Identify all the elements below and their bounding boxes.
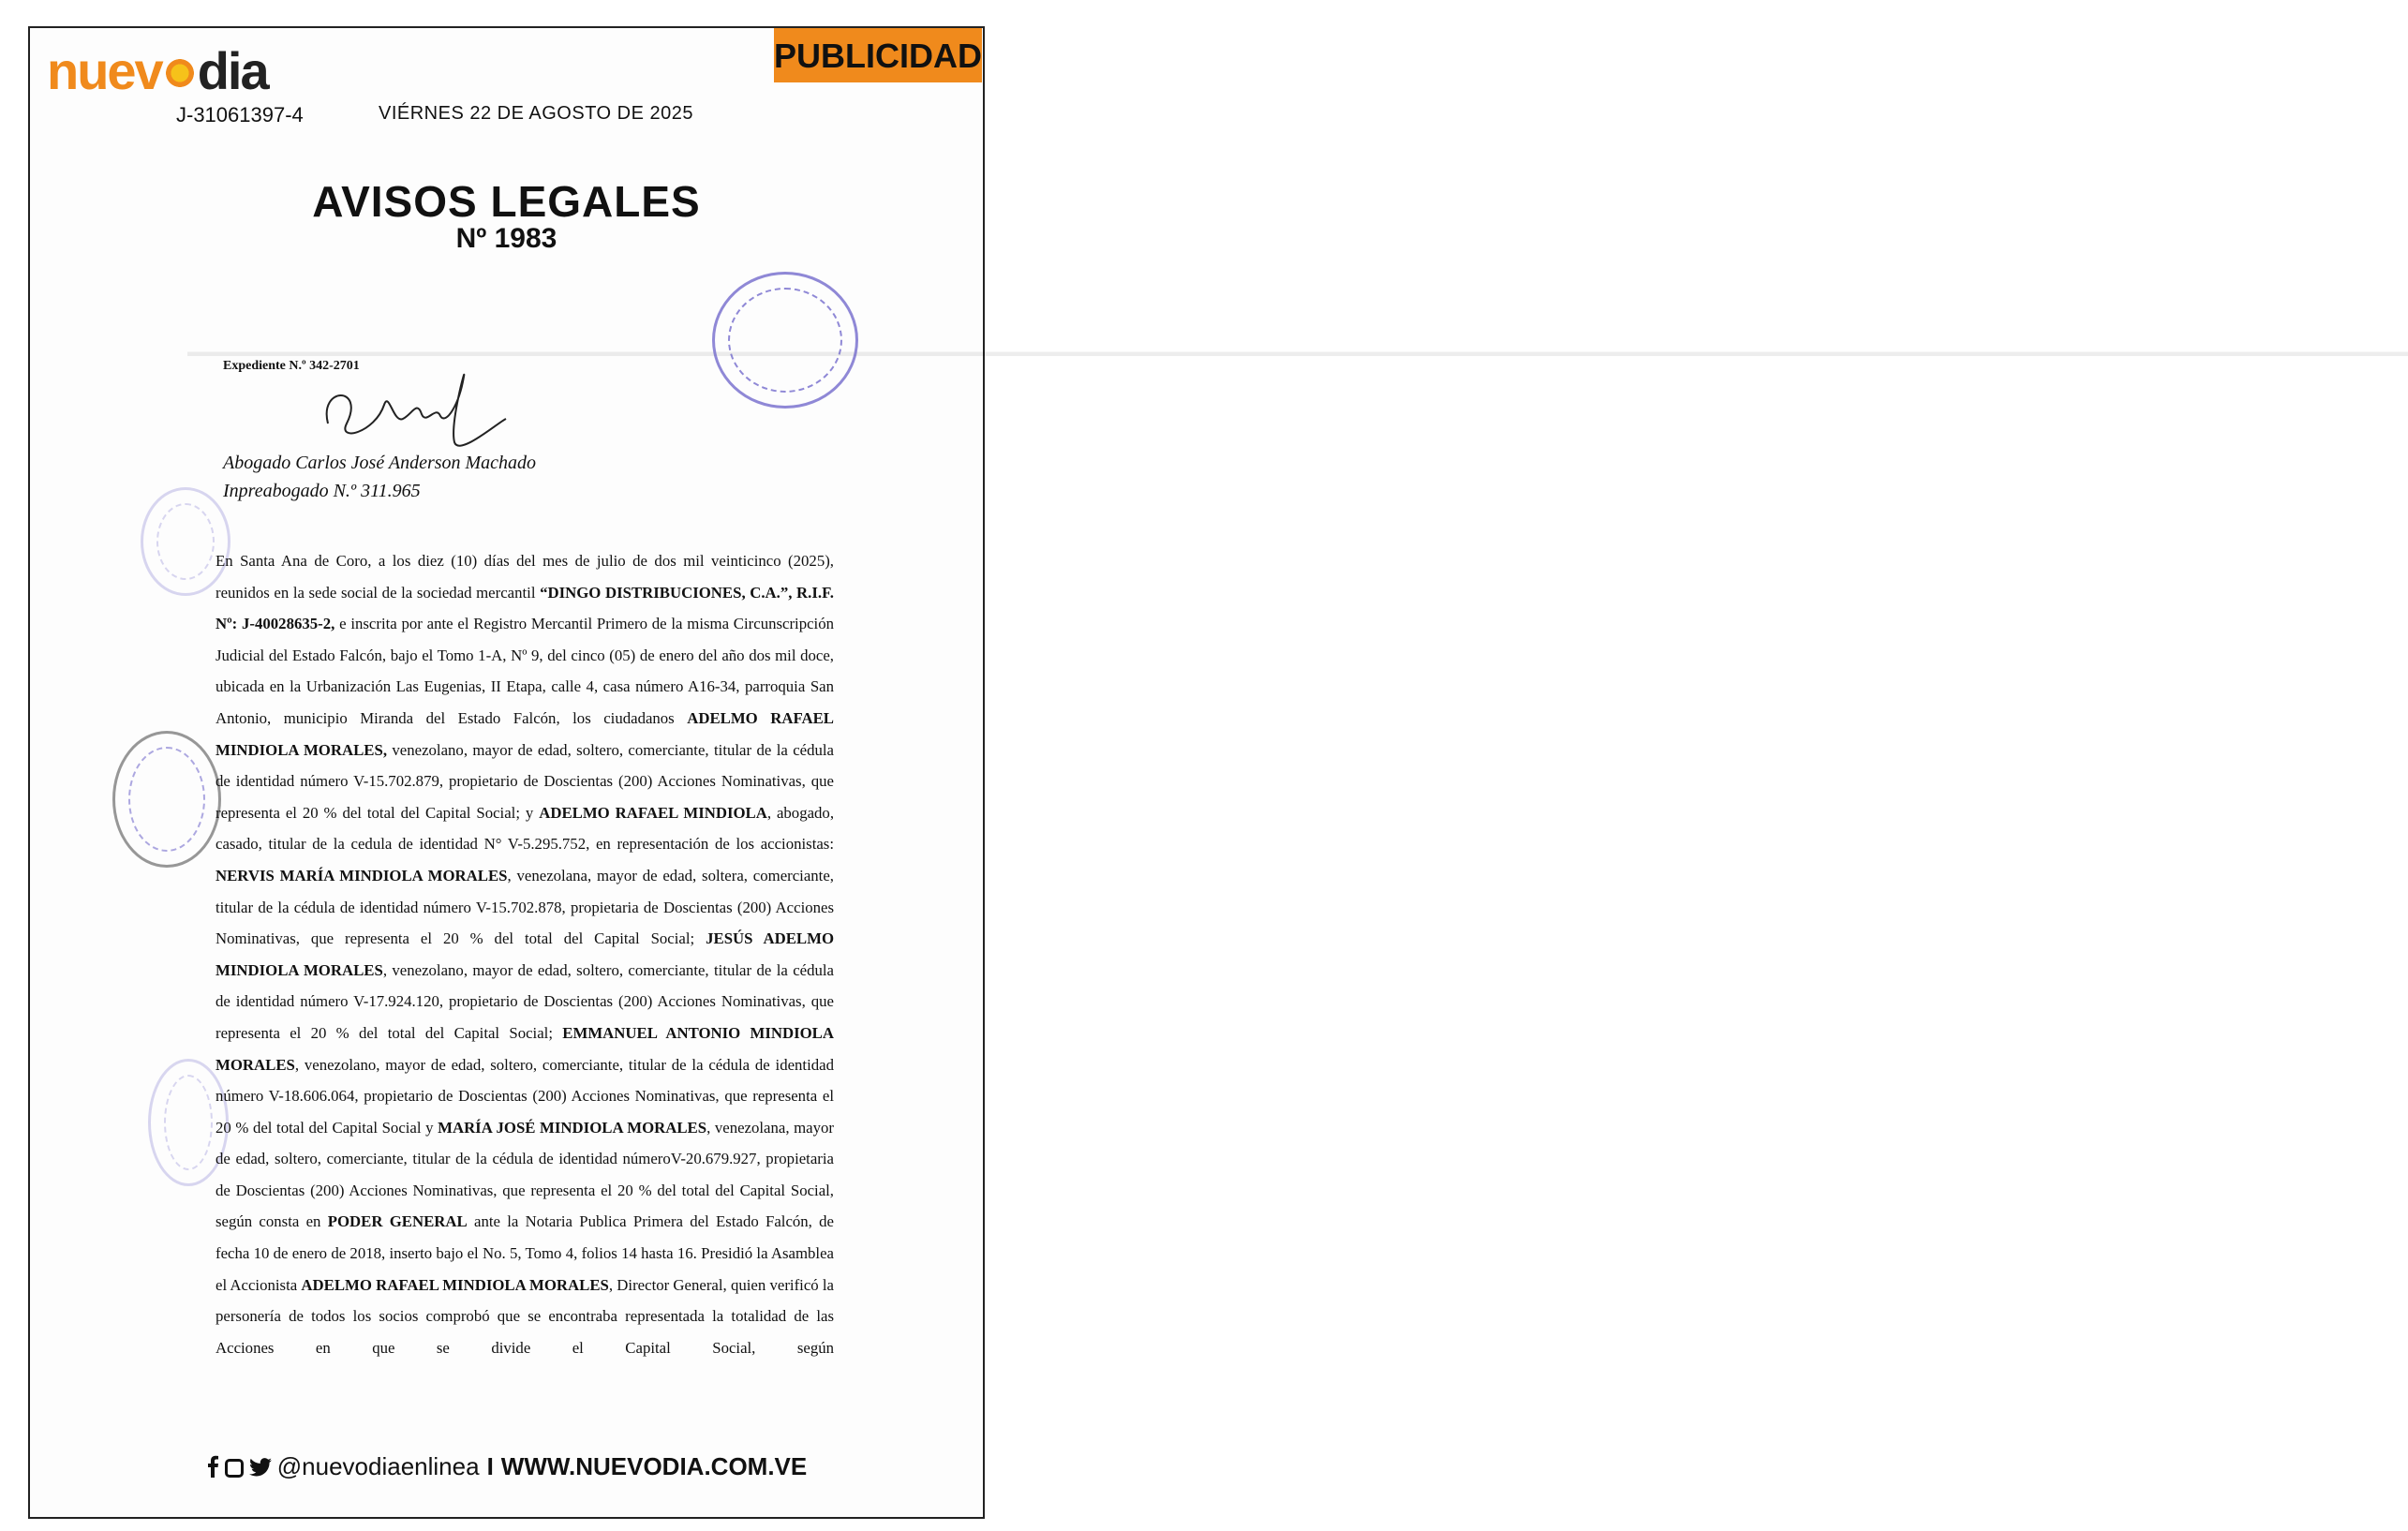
twitter-icon — [249, 1458, 272, 1477]
shareholder-name: JESÚS ADELMO MINDIOLA MORALES — [216, 929, 834, 979]
shareholder-name: MARÍA JOSÉ MINDIOLA MORALES — [438, 1118, 707, 1137]
power-of-attorney-label: PODER GENERAL — [327, 1212, 468, 1231]
text-segment: , venezolano, mayor de edad, soltero, comerciante, titular de la cédula de identidad número V-17.924.120, propietario de Doscientas (200) Acciones Nominativas, que representa el 20 % del total del Capital Social; — [216, 960, 835, 1042]
text-segment: , venezolana, mayor de edad, soltera, comerciante, titular de la cédula de identidad número V-15.702.878, propietaria de Doscientas (200) Acciones Nominativas, que representa el 20 % del total del Capital Social; — [216, 866, 834, 948]
notary-seal-top-right — [712, 272, 858, 409]
text-segment: e inscrita por ante el Registro Mercantil Primero de la misma Circunscripción Judicial del Estado Falcón, bajo el Tomo 1-A, Nº 9, del cinco (05) de enero del año dos mil doce, ubicada en la Urbanización Las Eugenias, II Etapa, calle 4, casa número A16-34, parroquia San Antonio, municipio Miranda del Estado Falcón, los ciudadanos — [216, 615, 834, 727]
bleed-through-text: ▬▬▬▬▬▬▬▬▬▬▬▬▬▬▬▬▬▬▬▬▬▬▬▬▬▬▬▬▬▬▬▬▬▬▬▬▬▬▬▬▬▬▬▬▬▬▬▬▬▬▬▬▬▬▬▬▬▬▬▬▬▬▬▬▬▬▬▬▬▬▬▬▬▬▬▬▬▬▬▬▬▬▬▬▬▬▬▬▬▬▬▬▬▬▬▬▬▬▬▬▬▬▬▬▬▬▬▬▬▬▬▬▬▬▬▬▬▬▬▬▬▬▬▬▬▬▬▬▬▬▬▬▬▬▬▬▬▬▬▬▬▬▬▬▬▬▬▬▬▬▬▬▬▬▬▬▬▬ — [187, 345, 2408, 360]
website-url: WWW.NUEVODIA.COM.VE — [500, 1452, 808, 1480]
notice-paragraph — [216, 545, 834, 1363]
rif-number: J-31061397-4 — [176, 103, 304, 126]
shareholder-name: ADELMO RAFAEL MINDIOLA MORALES, — [216, 708, 834, 759]
logo-text-right: dia — [197, 41, 268, 100]
lawyer-name: Abogado Carlos José Anderson Machado — [223, 453, 537, 473]
text-segment: , venezolano, mayor de edad, soltero, comerciante, titular de la cédula de identidad número V-18.606.064, propietario de Doscientas (200) Acciones Nominativas, que representa el 20 % del total del Capital Social y — [216, 1055, 834, 1137]
text-segment: venezolano, mayor de edad, soltero, comerciante, titular de la cédula de identidad número V-15.702.879, propietario de Doscientas (200) Acciones Nominativas, que representa el 20 % del total del Capital Social; y — [216, 740, 834, 822]
page-footer — [0, 1452, 1013, 1481]
publication-date: VIÉRNES 22 DE AGOSTO DE 2025 — [379, 103, 693, 124]
text-segment: , Director General, quien verificó la personería de todos los socios comprobó que se encontraba representada la totalidad de las Acciones en que se divide el Capital Social, según — [216, 1275, 834, 1357]
nuevodia-logo — [47, 43, 268, 99]
expediente-number: Expediente N.º 342-2701 — [223, 359, 360, 373]
facebook-icon — [206, 1455, 219, 1478]
shareholder-name: ADELMO RAFAEL MINDIOLA MORALES — [301, 1275, 609, 1294]
instagram-icon — [225, 1459, 244, 1478]
footer-separator: I — [486, 1452, 494, 1480]
text-segment: En Santa Ana de Coro, a los diez (10) días del mes de julio de dos mil veinticinco (2025), reunidos en la sede social de la sociedad mercantil — [216, 552, 834, 602]
logo-text-left: nuev — [47, 41, 162, 100]
page-title: AVISOS LEGALES — [312, 177, 701, 226]
notice-body — [216, 545, 834, 1363]
text-segment: ante la Notaria Publica Primera del Estado Falcón, de fecha 10 de enero de 2018, inserto bajo el No. 5, Tomo 4, folios 14 hasta 16. Presidió la Asamblea el Accionista — [216, 1212, 835, 1294]
edition-number: Nº 1983 — [455, 223, 557, 254]
shareholder-name: NERVIS MARÍA MINDIOLA MORALES — [216, 866, 508, 884]
inpreabogado-number: Inpreabogado N.º 311.965 — [223, 481, 421, 501]
publicidad-badge: PUBLICIDAD — [774, 28, 982, 82]
shareholder-name: EMMANUEL ANTONIO MINDIOLA MORALES — [216, 1023, 834, 1074]
sun-icon — [162, 55, 198, 91]
representative-name: ADELMO RAFAEL MINDIOLA — [539, 803, 767, 822]
text-segment: , venezolana, mayor de edad, soltero, comerciante, titular de la cédula de identidad númeroV-20.679.927, propietaria de Doscientas (200) Acciones Nominativas, que representa el 20 % del total del Capital Social, según consta en — [216, 1118, 834, 1231]
social-handle: @nuevodiaenlinea — [276, 1452, 480, 1480]
company-name: “DINGO DISTRIBUCIONES, C.A.”, R.I.F. Nº: J-40028635-2, — [216, 583, 834, 633]
text-segment: , abogado, casado, titular de la cedula de identidad N° V-5.295.752, en representación de los accionistas: — [216, 803, 835, 854]
stamp-signature-left — [112, 731, 221, 868]
